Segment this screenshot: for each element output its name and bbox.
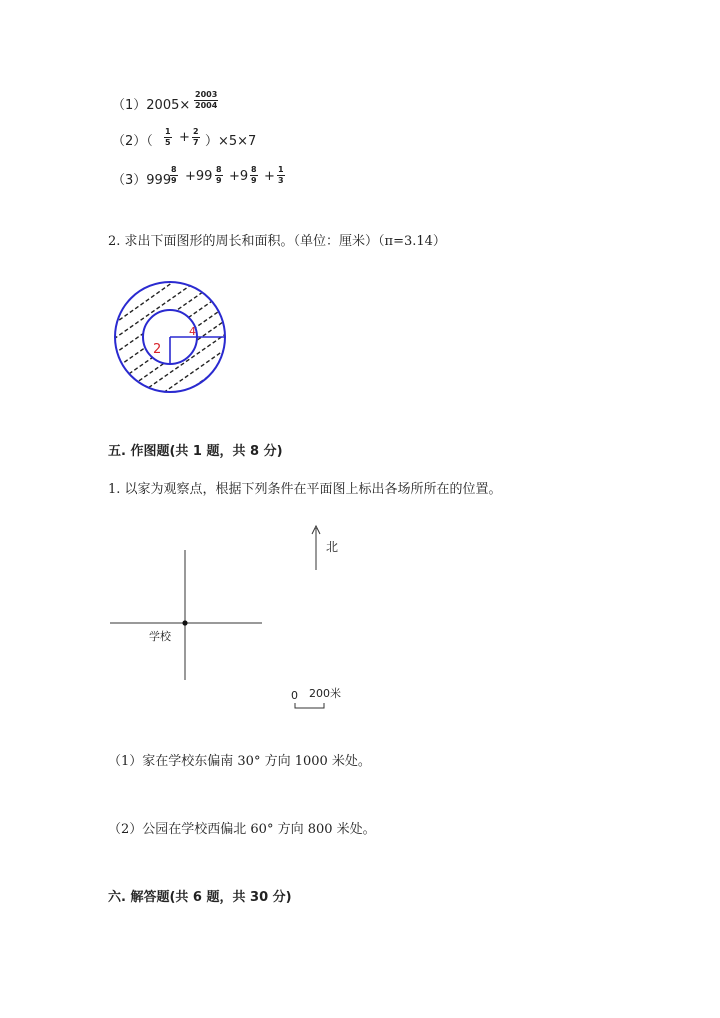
section-5-title: 五. 作图题(共 1 题，共 8 分): [108, 444, 283, 459]
fraction-numerator: 2003: [195, 90, 218, 99]
problem-2-open: （2）（: [112, 134, 153, 149]
fraction-numerator: 8: [171, 165, 177, 174]
map-figure: [108, 520, 368, 715]
fraction-denominator: 3: [278, 176, 284, 185]
problem-3-part-1: （3）999: [112, 173, 172, 188]
inner-radius-label: 2: [153, 342, 162, 357]
problem-3-fraction-4: [277, 165, 285, 186]
sub-question-2: （2）公园在学校西偏北 60° 方向 800 米处。: [108, 822, 376, 837]
problem-1: [112, 90, 312, 116]
problem-3-fraction-3: [250, 165, 258, 186]
outer-radius-label: 4: [189, 325, 196, 338]
fraction-numerator: 1: [165, 127, 171, 136]
problem-3: [112, 165, 352, 191]
plus-sign: +: [264, 169, 275, 184]
problem-3-fraction-1: [170, 165, 178, 186]
fraction-denominator: 9: [171, 176, 177, 185]
problem-2: [112, 127, 332, 153]
annulus-figure: [108, 280, 232, 400]
problem-1-text: （1）2005×: [112, 98, 191, 113]
problem-3-part-2: +99: [185, 169, 213, 184]
fraction-denominator: 5: [165, 138, 171, 147]
scale-bar: [295, 703, 324, 708]
north-label: 北: [326, 540, 339, 554]
problem-2-close: ）×5×7: [205, 134, 257, 149]
section-6-title: 六. 解答题(共 6 题，共 30 分): [108, 890, 292, 905]
school-point: [182, 620, 187, 625]
fraction-numerator: 8: [216, 165, 222, 174]
fraction-numerator: 8: [251, 165, 257, 174]
scale-value-label: 200米: [309, 687, 341, 700]
fraction-numerator: 2: [193, 127, 199, 136]
scale-zero-label: 0: [291, 689, 298, 702]
fraction-denominator: 9: [251, 176, 257, 185]
task-1-text: 1. 以家为观察点，根据下列条件在平面图上标出各场所所在的位置。: [108, 482, 502, 497]
plus-sign: +: [179, 130, 190, 145]
problem-1-fraction: [194, 90, 218, 111]
fraction-denominator: 7: [193, 138, 199, 147]
problem-3-part-3: +9: [229, 169, 249, 184]
school-label: 学校: [149, 630, 171, 643]
question-2-text: 2. 求出下面图形的周长和面积。（单位：厘米）（π=3.14）: [108, 234, 446, 249]
fraction-denominator: 9: [216, 176, 222, 185]
problem-2-fraction-2: [192, 127, 200, 148]
problem-2-fraction-1: [164, 127, 172, 148]
sub-question-1: （1）家在学校东偏南 30° 方向 1000 米处。: [108, 754, 371, 769]
fraction-denominator: 2004: [195, 101, 218, 110]
fraction-numerator: 1: [278, 165, 284, 174]
problem-3-fraction-2: [215, 165, 223, 186]
